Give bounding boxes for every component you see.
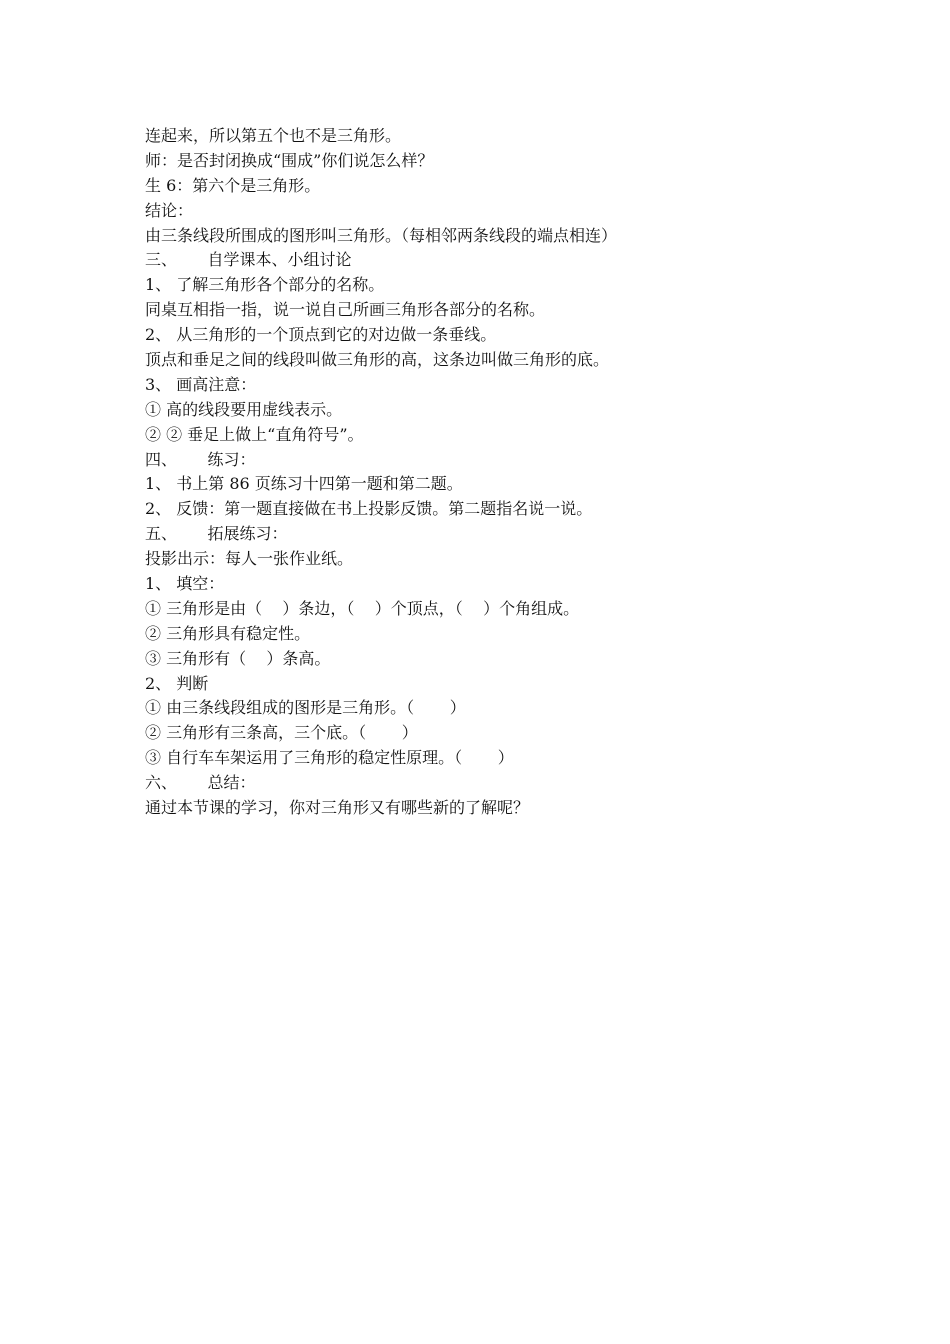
text-line: ③ 自行车车架运用了三角形的稳定性原理。（ ） — [145, 748, 514, 768]
text-line: 2、 从三角形的一个顶点到它的对边做一条垂线。 — [145, 325, 497, 345]
section-heading: 三、 自学课本、小组讨论 — [145, 250, 352, 270]
text-line: ③ 三角形有（ ）条高。 — [145, 648, 331, 668]
text-line: 结论： — [145, 200, 194, 220]
text-line: 投影出示：每人一张作业纸。 — [145, 549, 354, 569]
text-line: 同桌互相指一指，说一说自己所画三角形各部分的名称。 — [145, 300, 546, 320]
text-line: ② 三角形具有稳定性。 — [145, 623, 311, 643]
text-line: 师：是否封闭换成“围成”你们说怎么样？ — [145, 150, 434, 170]
section-heading: 六、 总结： — [145, 773, 256, 793]
text-line: 通过本节课的学习，你对三角形又有哪些新的了解呢？ — [145, 798, 530, 818]
text-line: 连起来，所以第五个也不是三角形。 — [145, 126, 402, 145]
text-line: 生 6：第六个是三角形。 — [145, 175, 321, 195]
text-line: 2、 判断 — [145, 673, 209, 693]
text-line: ② 三角形有三条高，三个底。（ ） — [145, 723, 418, 743]
document-body — [145, 124, 845, 821]
section-heading: 五、 拓展练习： — [145, 524, 288, 544]
section-heading: 四、 练习： — [145, 449, 256, 469]
text-line: 1、 书上第 86 页练习十四第一题和第二题。 — [145, 474, 463, 494]
text-line: ① 由三条线段组成的图形是三角形。（ ） — [145, 698, 466, 718]
text-line: 2、 反馈：第一题直接做在书上投影反馈。第二题指名说一说。 — [145, 499, 593, 519]
text-line: ② ② 垂足上做上“直角符号”。 — [145, 424, 364, 444]
text-line: 1、 填空： — [145, 574, 225, 594]
text-line: 3、 画高注意： — [145, 374, 257, 394]
text-line: 由三条线段所围成的图形叫三角形。（每相邻两条线段的端点相连） — [145, 225, 618, 245]
text-line: ① 高的线段要用虚线表示。 — [145, 399, 343, 419]
text-line: ① 三角形是由（ ）条边，（ ）个顶点，（ ）个角组成。 — [145, 598, 580, 618]
text-line: 顶点和垂足之间的线段叫做三角形的高，这条边叫做三角形的底。 — [145, 350, 610, 370]
text-line: 1、 了解三角形各个部分的名称。 — [145, 275, 385, 295]
